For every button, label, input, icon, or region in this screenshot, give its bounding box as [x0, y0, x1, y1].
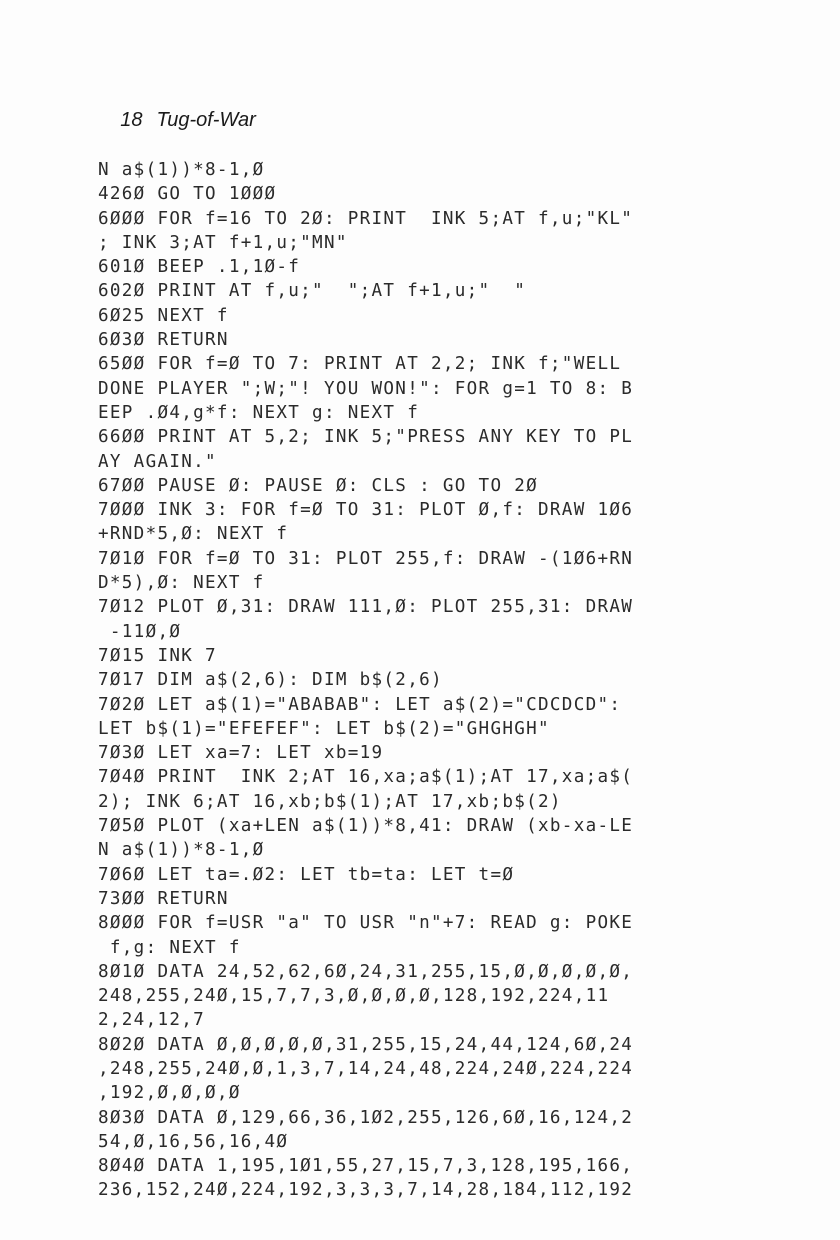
code-line: DONE PLAYER ";W;"! YOU WON!": FOR g=1 TO 8: B	[98, 378, 634, 399]
code-line: -11Ø,Ø	[98, 621, 182, 642]
code-line: 8Ø1Ø DATA 24,52,62,6Ø,24,31,255,15,Ø,Ø,Ø,Ø,Ø,	[98, 961, 634, 982]
code-line: N a$(1))*8-1,Ø	[98, 160, 265, 180]
code-line: D*5),Ø: NEXT f	[98, 573, 265, 594]
code-line: ,192,Ø,Ø,Ø,Ø	[98, 1083, 241, 1104]
code-line: 601Ø BEEP .1,1Ø-f	[98, 257, 301, 278]
chapter-title: Tug-of-War	[156, 109, 256, 131]
code-line: ,248,255,24Ø,Ø,1,3,7,14,24,48,224,24Ø,224,224	[98, 1058, 634, 1079]
code-line: 7Ø4Ø PRINT INK 2;AT 16,xa;a$(1);AT 17,xa;a$(	[98, 767, 634, 788]
code-line: 7Ø6Ø LET ta=.Ø2: LET tb=ta: LET t=Ø	[98, 864, 515, 885]
code-line: LET b$(1)="EFEFEF": LET b$(2)="GHGHGH"	[98, 718, 550, 739]
code-line: 73ØØ RETURN	[98, 888, 229, 909]
code-line: +RND*5,Ø: NEXT f	[98, 524, 289, 545]
code-line: ; INK 3;AT f+1,u;"MN"	[98, 232, 348, 253]
code-line: 7Ø1Ø FOR f=Ø TO 31: PLOT 255,f: DRAW -(1Ø6+RN	[98, 548, 634, 569]
code-line: 67ØØ PAUSE Ø: PAUSE Ø: CLS : GO TO 2Ø	[98, 475, 539, 496]
code-line: 236,152,24Ø,224,192,3,3,3,7,14,28,184,112,192	[98, 1180, 634, 1201]
code-line: 7Ø12 PLOT Ø,31: DRAW 111,Ø: PLOT 255,31: DRAW	[98, 597, 634, 618]
code-line: 7Ø2Ø LET a$(1)="ABABAB": LET a$(2)="CDCDCD":	[98, 694, 622, 715]
code-line: 6ØØØ FOR f=16 TO 2Ø: PRINT INK 5;AT f,u;"KL"	[98, 208, 634, 229]
code-line: 7ØØØ INK 3: FOR f=Ø TO 31: PLOT Ø,f: DRAW 1Ø6	[98, 500, 634, 521]
code-line: EEP .Ø4,g*f: NEXT g: NEXT f	[98, 402, 420, 423]
code-line: 248,255,24Ø,15,7,7,3,Ø,Ø,Ø,Ø,128,192,224,11	[98, 986, 610, 1007]
code-line: 2,24,12,7	[98, 1010, 206, 1031]
code-line: 7Ø3Ø LET xa=7: LET xb=19	[98, 743, 384, 764]
program-listing	[98, 158, 818, 1203]
code-line: 6Ø3Ø RETURN	[98, 330, 229, 351]
code-line: 7Ø17 DIM a$(2,6): DIM b$(2,6)	[98, 670, 443, 691]
code-line: 7Ø5Ø PLOT (xa+LEN a$(1))*8,41: DRAW (xb-xa-LE	[98, 816, 634, 837]
page-number: 18	[120, 109, 143, 131]
code-line: 7Ø15 INK 7	[98, 645, 217, 666]
code-line: N a$(1))*8-1,Ø	[98, 840, 265, 861]
code-line: AY AGAIN."	[98, 451, 217, 472]
code-line: 2); INK 6;AT 16,xb;b$(1);AT 17,xb;b$(2)	[98, 791, 562, 812]
code-line: 66ØØ PRINT AT 5,2; INK 5;"PRESS ANY KEY TO PL	[98, 427, 634, 448]
code-line: 426Ø GO TO 1ØØØ	[98, 184, 277, 205]
code-line: 8Ø3Ø DATA Ø,129,66,36,1Ø2,255,126,6Ø,16,124,2	[98, 1107, 634, 1128]
code-line: 8ØØØ FOR f=USR "a" TO USR "n"+7: READ g: POKE	[98, 913, 634, 934]
code-line: 602Ø PRINT AT f,u;" ";AT f+1,u;" "	[98, 281, 527, 302]
code-line: f,g: NEXT f	[98, 937, 241, 958]
page-header	[98, 86, 256, 155]
code-line: 8Ø4Ø DATA 1,195,1Ø1,55,27,15,7,3,128,195,166,	[98, 1156, 634, 1177]
code-line: 65ØØ FOR f=Ø TO 7: PRINT AT 2,2; INK f;"WELL	[98, 354, 622, 375]
code-line: 54,Ø,16,56,16,4Ø	[98, 1131, 289, 1152]
code-line: 8Ø2Ø DATA Ø,Ø,Ø,Ø,Ø,31,255,15,24,44,124,6Ø,24	[98, 1034, 634, 1055]
code-line: 6Ø25 NEXT f	[98, 305, 229, 326]
